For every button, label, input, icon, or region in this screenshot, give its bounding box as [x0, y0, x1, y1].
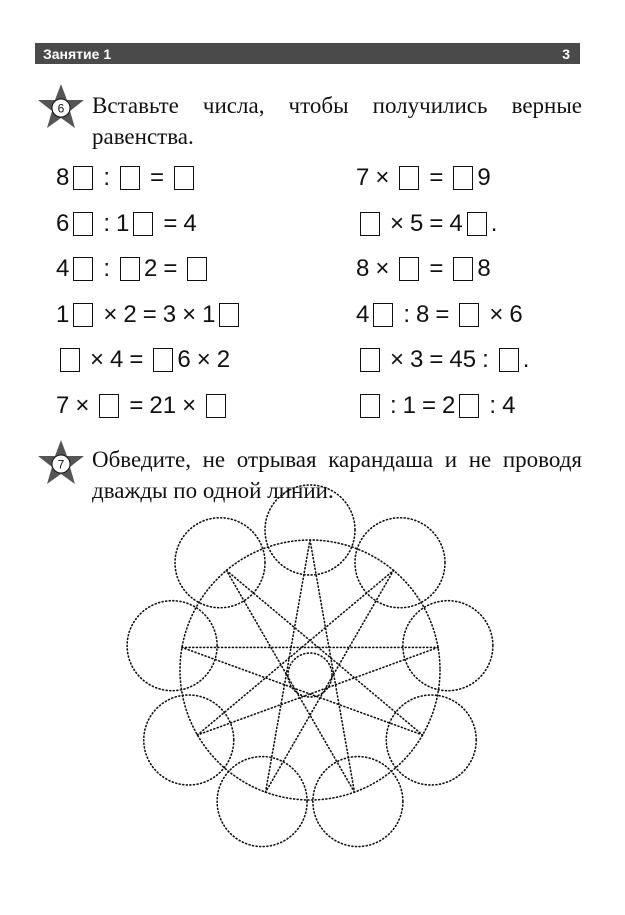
task-7-number: 7 — [57, 457, 65, 472]
number: 3 — [410, 346, 424, 373]
number: 4 — [56, 255, 70, 282]
operator: = — [129, 391, 144, 419]
answer-box[interactable] — [73, 257, 93, 281]
answer-box[interactable] — [174, 166, 194, 190]
operator: = — [422, 391, 437, 419]
number: 7 — [356, 164, 370, 191]
equation-row — [356, 300, 523, 330]
outer-circle — [386, 695, 476, 785]
answer-box[interactable] — [399, 257, 419, 281]
operator: × — [182, 391, 197, 419]
number: 1 — [402, 391, 417, 419]
outer-circle — [144, 695, 234, 785]
operator: = — [129, 346, 144, 373]
number: 4 — [356, 300, 370, 328]
operator: = — [429, 164, 444, 191]
operator: = — [429, 255, 444, 282]
outer-circle — [127, 601, 217, 691]
number: . — [490, 209, 498, 237]
number: 2 — [123, 300, 137, 328]
operator: = — [150, 164, 165, 191]
task-6-text: Вставьте числа, чтобы получились верные равенства. — [92, 93, 582, 149]
lesson-header — [35, 43, 580, 64]
operator: : — [403, 300, 411, 328]
center-circle — [288, 653, 332, 697]
operator: : — [103, 164, 111, 191]
answer-box[interactable] — [120, 257, 140, 281]
answer-box[interactable] — [453, 257, 473, 281]
equation-row — [56, 345, 230, 375]
task-6-star-icon — [36, 82, 86, 132]
outer-circle — [217, 757, 307, 847]
equation-row — [56, 163, 198, 193]
star-line — [197, 647, 438, 735]
answer-box[interactable] — [133, 212, 153, 236]
number: 8 — [56, 164, 70, 191]
answer-box[interactable] — [73, 166, 93, 190]
operator: × — [75, 391, 90, 419]
answer-box[interactable] — [99, 394, 119, 418]
answer-box[interactable] — [206, 394, 226, 418]
answer-box[interactable] — [459, 394, 479, 418]
operator: × — [90, 346, 105, 373]
answer-box[interactable] — [499, 348, 519, 372]
answer-box[interactable] — [60, 348, 80, 372]
number: 1 — [56, 300, 70, 328]
outer-circle — [355, 518, 445, 608]
number: 4 — [502, 391, 516, 419]
number: 6 — [509, 300, 523, 328]
number: 21 — [149, 391, 177, 419]
task-7-text: Обведите, не отрывая карандаша и не проводя дважды по одной линии. — [92, 447, 582, 503]
answer-box[interactable] — [153, 348, 173, 372]
operator: : — [489, 391, 497, 419]
number: 8 — [416, 300, 430, 328]
number: 6 — [177, 346, 191, 373]
task-7-star-icon — [36, 438, 86, 488]
number: . — [522, 346, 530, 373]
number: 3 — [162, 300, 177, 328]
equation-row — [356, 163, 491, 193]
answer-box[interactable] — [187, 257, 207, 281]
equation-row — [56, 391, 230, 421]
number: 2 — [144, 255, 158, 282]
outer-circle — [403, 601, 493, 691]
operator: × — [375, 164, 390, 191]
operator: = — [142, 300, 157, 328]
number: 1 — [202, 300, 216, 328]
number: 8 — [356, 255, 370, 282]
number: 2 — [442, 391, 456, 419]
operator: : — [390, 391, 397, 419]
operator: × — [390, 346, 405, 373]
star-line — [226, 570, 422, 735]
operator: × — [375, 255, 390, 282]
number: 4 — [110, 346, 124, 373]
operator: × — [196, 346, 211, 373]
equation-row — [356, 391, 515, 421]
answer-box[interactable] — [360, 348, 380, 372]
equation-row — [356, 345, 529, 375]
answer-box[interactable] — [373, 303, 393, 327]
star-line — [197, 570, 393, 735]
answer-box[interactable] — [73, 212, 93, 236]
operator: × — [103, 300, 118, 328]
outer-circle — [313, 757, 403, 847]
answer-box[interactable] — [467, 212, 487, 236]
number: 2 — [216, 346, 231, 373]
operator: × — [390, 209, 405, 237]
answer-box[interactable] — [360, 212, 380, 236]
answer-box[interactable] — [459, 303, 479, 327]
page-number: 3 — [562, 45, 570, 62]
operator: = — [429, 209, 444, 237]
equation-row — [56, 300, 243, 330]
answer-box[interactable] — [453, 166, 473, 190]
dotted-star-drawing — [140, 500, 480, 860]
equation-row — [56, 209, 197, 239]
operator: × — [182, 300, 197, 328]
operator: × — [489, 300, 504, 328]
task-6-number: 6 — [57, 101, 65, 116]
answer-box[interactable] — [120, 166, 140, 190]
number: 45 — [449, 346, 477, 373]
number: 5 — [410, 209, 424, 237]
equation-row — [356, 209, 497, 239]
number: 4 — [183, 209, 197, 237]
operator: : — [482, 346, 489, 373]
big-circle — [180, 540, 440, 800]
operator: = — [163, 255, 178, 282]
number: 7 — [56, 391, 70, 419]
equation-row — [356, 254, 491, 284]
number: 6 — [56, 209, 70, 237]
operator: : — [103, 255, 111, 282]
answer-box[interactable] — [360, 394, 380, 418]
dotted-star-figure — [140, 500, 480, 860]
operator: = — [163, 209, 178, 237]
answer-box[interactable] — [219, 303, 239, 327]
equation-row — [56, 254, 211, 284]
operator: : — [103, 209, 111, 237]
operator: = — [429, 346, 444, 373]
star-line — [182, 647, 423, 735]
number: 9 — [477, 164, 491, 191]
number: 4 — [449, 209, 463, 237]
lesson-title: Занятие 1 — [43, 45, 112, 62]
outer-circle — [175, 518, 265, 608]
operator: = — [435, 300, 450, 328]
number: 8 — [477, 255, 491, 282]
number: 1 — [116, 209, 130, 237]
answer-box[interactable] — [73, 303, 93, 327]
answer-box[interactable] — [399, 166, 419, 190]
